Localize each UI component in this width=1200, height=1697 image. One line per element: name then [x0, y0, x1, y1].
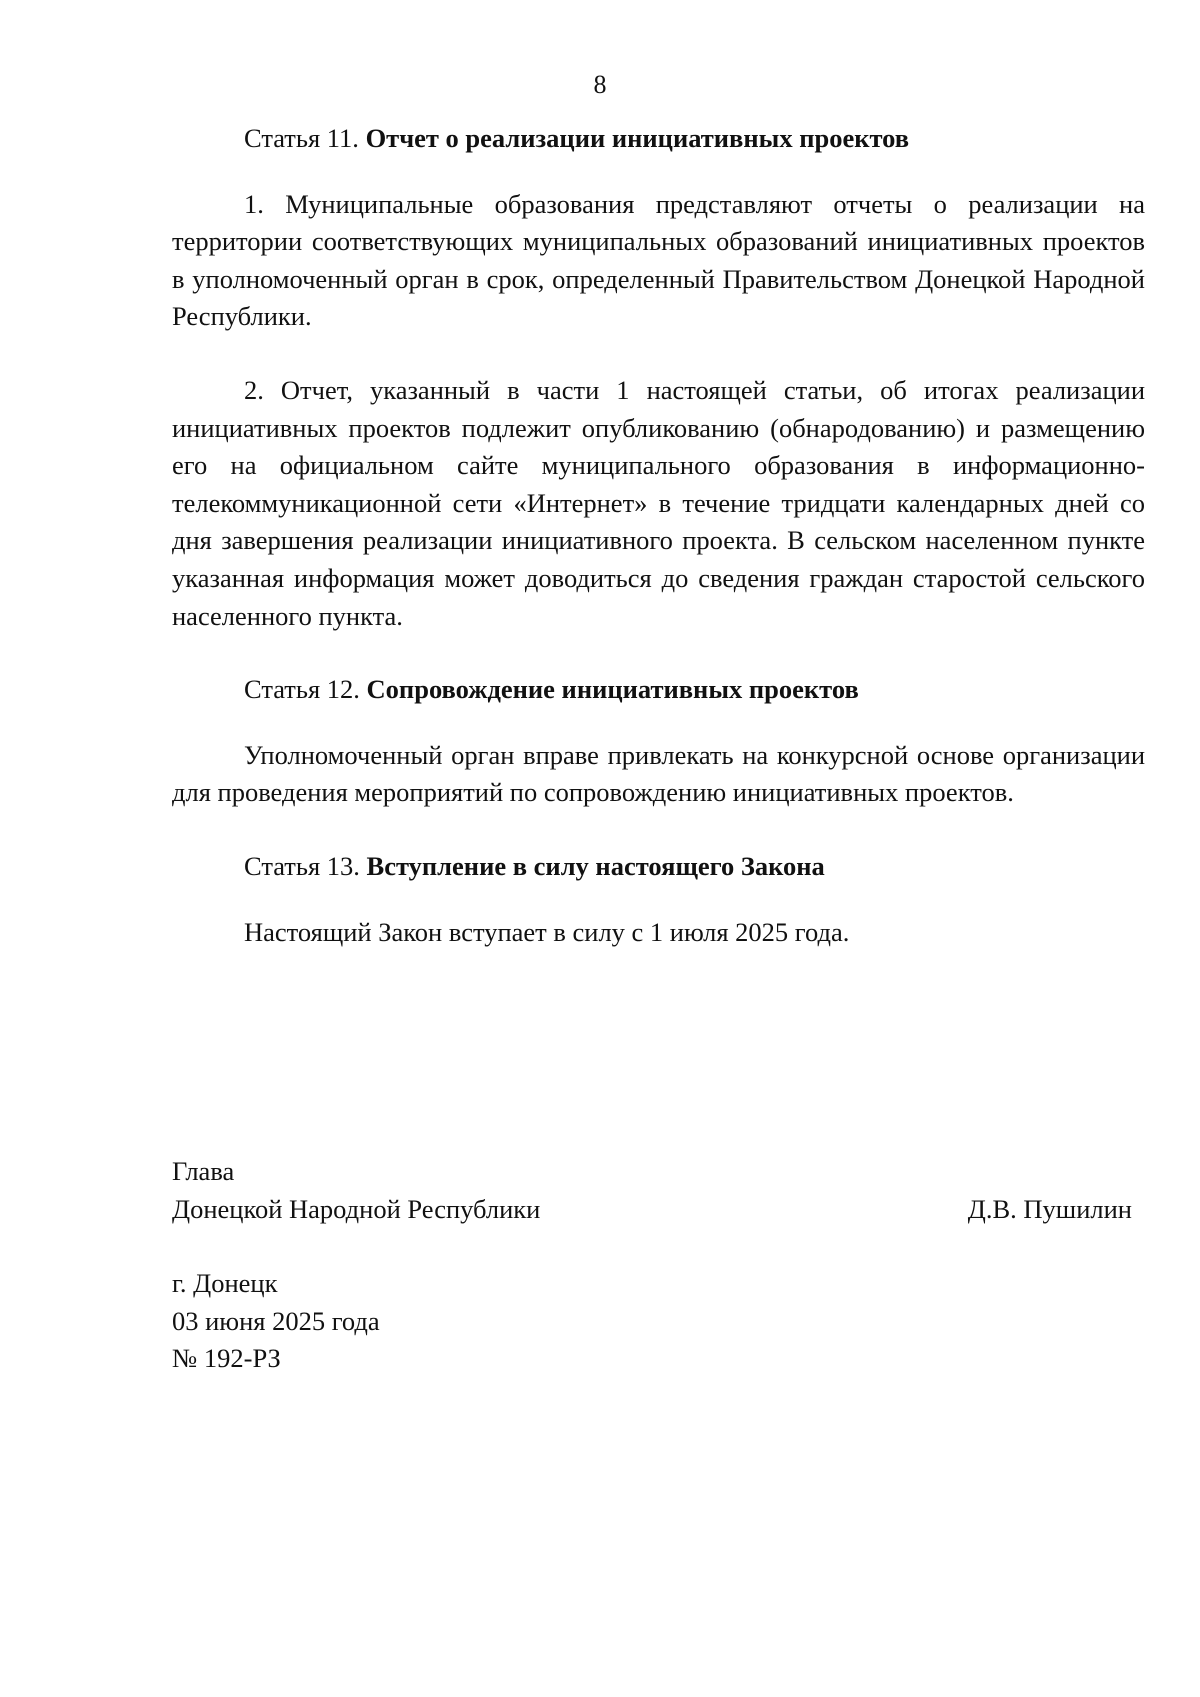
document-body — [172, 120, 1145, 951]
article-12-heading — [172, 671, 1145, 709]
signature-block — [172, 1153, 1132, 1228]
page-number: 8 — [593, 70, 607, 99]
footer-city: г. Донецк — [172, 1268, 278, 1298]
signature-organization: Донецкой Народной Республики — [172, 1193, 541, 1224]
article-12-title: Сопровождение инициативных проектов — [366, 674, 859, 705]
signature-name: Д.В. Пушилин — [967, 1193, 1132, 1224]
article-11-paragraph-1: 1. Муниципальные образования представляют отчеты о реализации на территории соответствующих муниципальных образований инициативных проектов в уполномоченный орган в срок, определенный Правительством Донецкой Народной Республики. — [172, 188, 1145, 332]
article-11-prefix: Статья 11. — [244, 123, 359, 153]
article-11-heading — [172, 120, 1145, 158]
signature-title: Глава — [172, 1156, 235, 1186]
article-13-prefix: Статья 13. — [244, 850, 360, 881]
footer-date: 03 июня 2025 года — [172, 1305, 380, 1336]
article-12-prefix: Статья 12. — [244, 674, 360, 705]
article-11-paragraph-2: 2. Отчет, указанный в части 1 настоящей статьи, об итогах реализации инициативных проектов подлежит опубликованию (обнародованию) и размещению его на официальном сайте муниципального образования в информационно-телекоммуникационной сети «Интернет» в течение тридцати календарных дней со дня завершения реализации инициативного проекта. В сельском населенном пункте указанная информация может доводиться до сведения граждан старостой сельского населенного пункта. — [172, 374, 1145, 631]
article-13-heading — [172, 848, 1145, 886]
article-13-paragraph-1: Настоящий Закон вступает в силу с 1 июля 2025 года. — [244, 916, 850, 947]
article-13-title: Вступление в силу настоящего Закона — [366, 850, 825, 881]
article-11-title: Отчет о реализации инициативных проектов — [365, 123, 910, 153]
footer-law-number: № 192-РЗ — [172, 1343, 281, 1374]
document-footer — [172, 1265, 380, 1378]
article-12-paragraph-1: Уполномоченный орган вправе привлекать на конкурсной основе организации для проведения мероприятий по сопровождению инициативных проектов. — [172, 739, 1145, 808]
